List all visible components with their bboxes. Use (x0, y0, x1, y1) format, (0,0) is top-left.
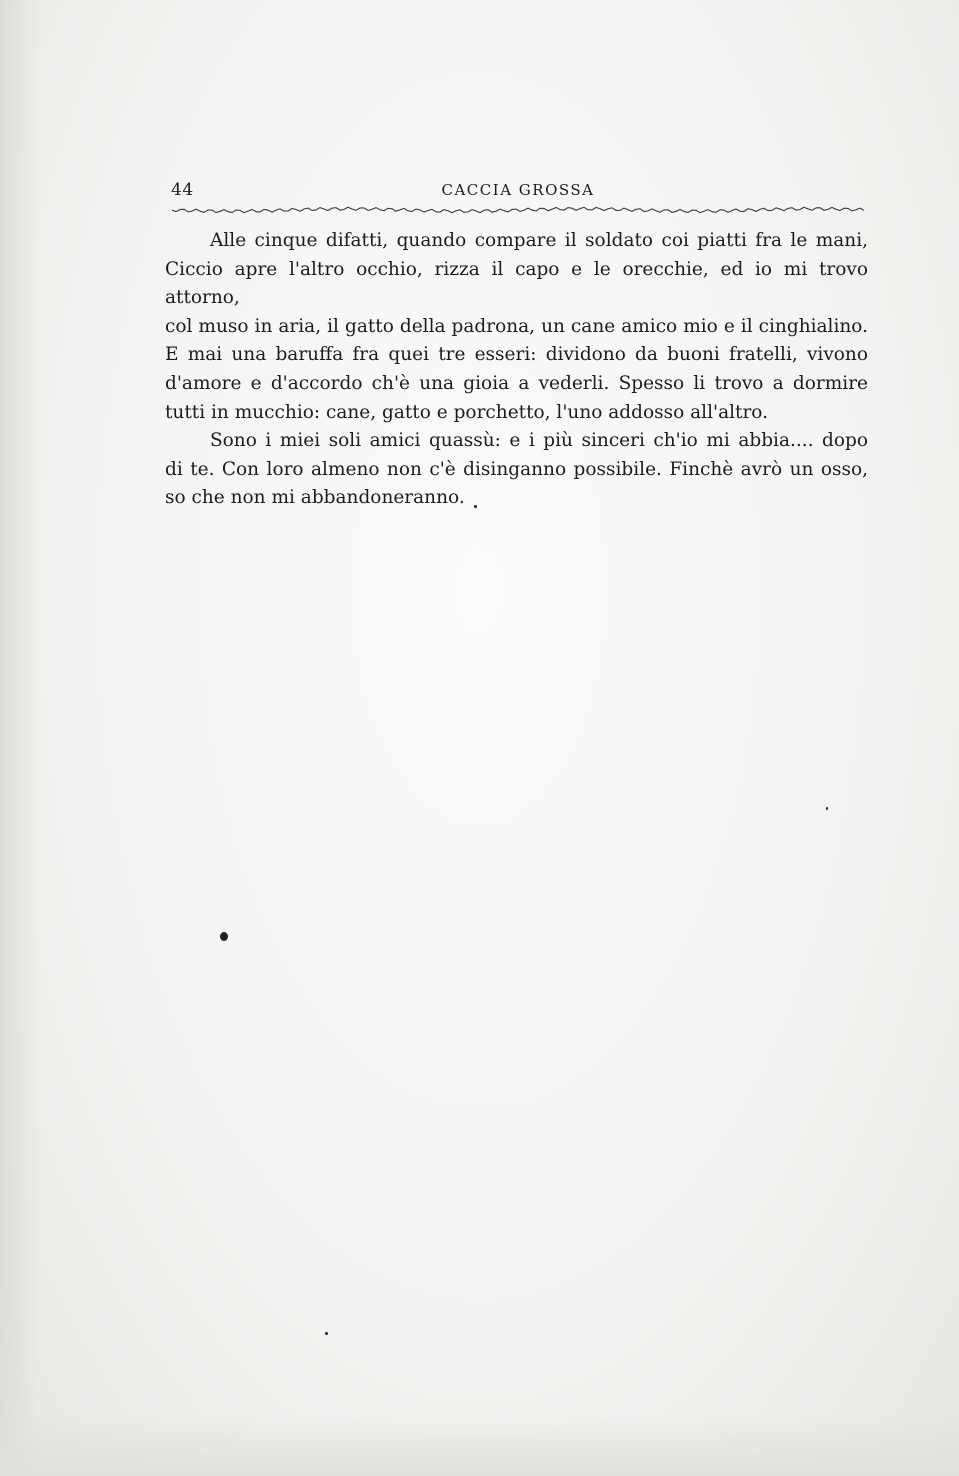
paragraph-2 (165, 427, 868, 513)
paragraph-1 (165, 227, 868, 427)
running-title: CACCIA GROSSA (441, 181, 595, 199)
ink-speck (474, 505, 477, 508)
text-line: tutti in mucchio: cane, gatto e porchetto, l'uno addosso all'altro. (165, 401, 768, 423)
text-line: Ciccio apre l'altro occhio, rizza il capo e le orecchie, ed io mi trovo attorno, (165, 258, 868, 309)
body-text (165, 227, 868, 513)
page-bottom-shadow (0, 1416, 959, 1476)
ink-speck (826, 807, 828, 810)
text-line: E mai una baruffa fra quei tre esseri: dividono da buoni fratelli, vivono (165, 344, 868, 366)
text-line: d'amore e d'accordo ch'è una gioia a vederli. Spesso li trovo a dormire (165, 372, 868, 394)
header-wavy-rule (172, 203, 867, 217)
ink-speck (325, 1332, 328, 1335)
ink-speck (220, 932, 228, 941)
text-line: Sono i miei soli amici quassù: e i più sinceri ch'io mi abbia.... dopo (210, 430, 868, 452)
text-line: so che non mi abbandoneranno. (165, 487, 465, 509)
text-line: col muso in aria, il gatto della padrona, un cane amico mio e il cinghialino. (165, 315, 868, 337)
text-line: di te. Con loro almeno non c'è disinganno possibile. Finchè avrò un osso, (165, 458, 868, 480)
page-number: 44 (171, 180, 194, 200)
text-line: Alle cinque difatti, quando compare il soldato coi piatti fra le mani, (210, 230, 868, 251)
page-edge-shadow (0, 0, 40, 1476)
